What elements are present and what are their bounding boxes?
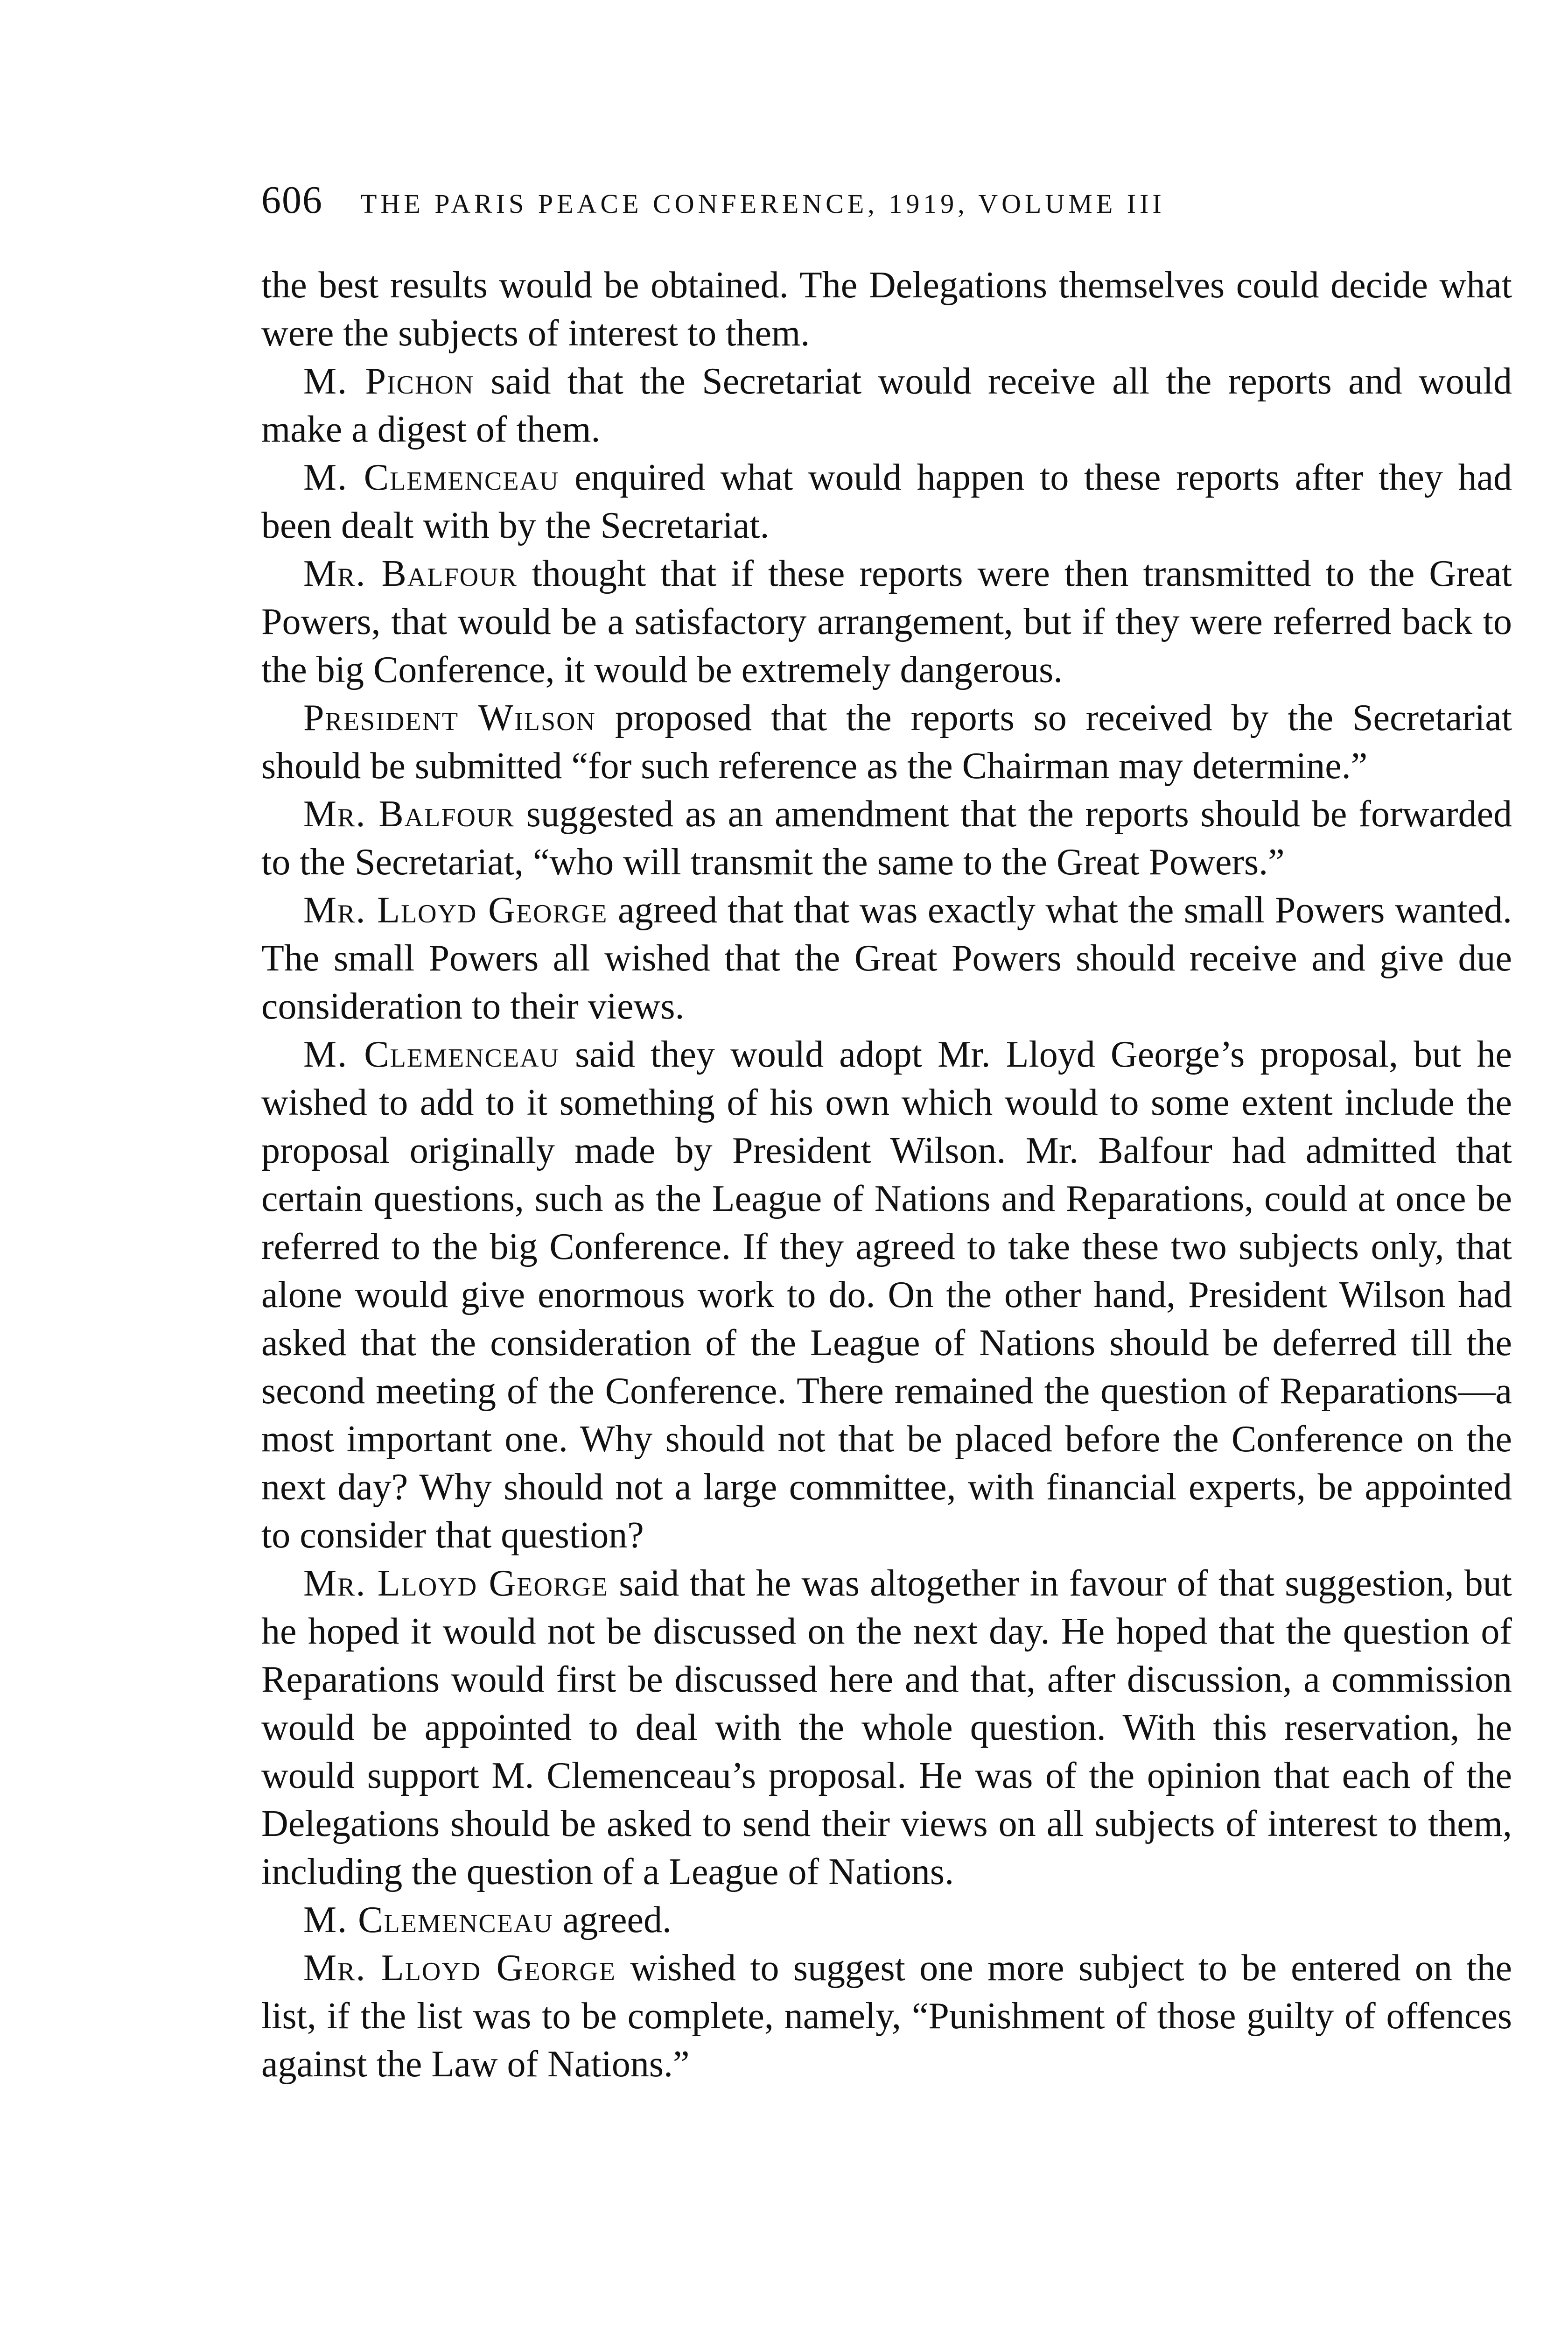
speaker-name: M. Clemenceau	[303, 1034, 560, 1075]
paragraph-text: said that the Secretariat would receive all the reports and would make a digest of them.	[261, 361, 1512, 450]
speaker-name: Mr. Lloyd George	[303, 890, 608, 931]
running-title: THE PARIS PEACE CONFERENCE, 1919, VOLUME III	[360, 189, 1165, 219]
speaker-name: Mr. Lloyd George	[303, 1563, 609, 1604]
paragraph	[261, 790, 1512, 886]
speaker-name: M. Clemenceau	[303, 1899, 553, 1940]
paragraph-text: said they would adopt Mr. Lloyd George’s proposal, but he wished to add to it something of his own which would to some extent include the proposal originally made by President Wilson. Mr. Balfour had admitted that certain questions, such as the League of Nations and Reparations, could at once be referred to the big Conference. If they agreed to take these two subjects only, that alone would give enormous work to do. On the other hand, President Wilson had asked that the consideration of the League of Nations should be deferred till the second meeting of the Conference. There remained the question of Reparations—a most important one. Why should not that be placed before the Conference on the next day? Why should not a large committee, with financial experts, be appointed to consider that question?	[261, 1034, 1512, 1556]
paragraph-text: said that he was altogether in favour of that suggestion, but he hoped it would not be discussed on the next day. He hoped that the question of Reparations would first be discussed here and that, after discussion, a commission would be appointed to deal with the whole question. With this reservation, he would support M. Clemenceau’s proposal. He was of the opinion that each of the Delegations should be asked to send their views on all subjects of interest to them, including the question of a League of Nations.	[261, 1563, 1512, 1892]
paragraph-text: thought that if these reports were then transmitted to the Great Powers, that would be a satisfactory arrangement, but if they were referred back to the big Conference, it would be extremely dangerous.	[261, 553, 1512, 690]
paragraph-text: the best results would be obtained. The Delegations themselves could decide what were the subjects of interest to them.	[261, 265, 1512, 354]
speaker-name: Mr. Lloyd George	[303, 1947, 616, 1989]
paragraph	[261, 1896, 1512, 1944]
paragraph	[261, 1560, 1512, 1896]
speaker-name: Mr. Balfour	[303, 794, 515, 835]
paragraph-text: wished to suggest one more subject to be entered on the list, if the list was to be complete, namely, “Punishment of those guilty of offences against the Law of Nations.”	[261, 1947, 1512, 2085]
document-page	[261, 177, 1512, 2088]
paragraph	[261, 886, 1512, 1031]
running-head	[261, 177, 1512, 233]
body-text	[261, 261, 1512, 2088]
paragraph-text: agreed.	[553, 1899, 672, 1940]
paragraph-text: agreed that that was exactly what the small Powers wanted. The small Powers all wished that the Great Powers should receive and give due consideration to their views.	[261, 890, 1512, 1027]
paragraph	[261, 550, 1512, 694]
page-number: 606	[261, 178, 323, 222]
paragraph-text: suggested as an amendment that the reports should be forwarded to the Secretariat, “who will transmit the same to the Great Powers.”	[261, 794, 1512, 883]
paragraph	[261, 694, 1512, 790]
paragraph	[261, 1944, 1512, 2088]
paragraph	[261, 1031, 1512, 1560]
speaker-name: Mr. Balfour	[303, 553, 518, 594]
paragraph	[261, 454, 1512, 550]
speaker-name: M. Pichon	[303, 361, 475, 402]
paragraph-text: proposed that the reports so received by the Secretariat should be submitted “for such reference as the Chairman may determine.”	[261, 697, 1512, 787]
paragraph-text: enquired what would happen to these reports after they had been dealt with by the Secretariat.	[261, 457, 1512, 546]
paragraph	[261, 261, 1512, 358]
speaker-name: President Wilson	[303, 697, 596, 738]
speaker-name: M. Clemenceau	[303, 457, 560, 498]
paragraph	[261, 358, 1512, 454]
